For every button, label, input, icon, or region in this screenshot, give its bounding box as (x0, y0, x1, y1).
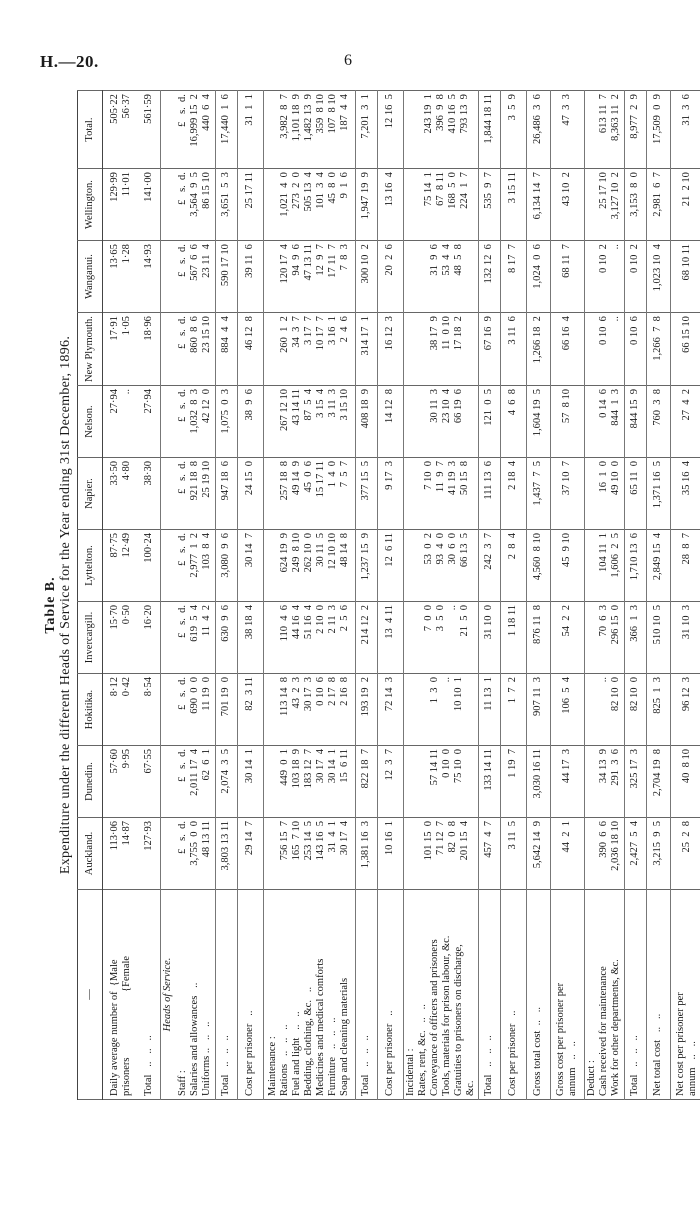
table-cell: 33·50 4·80 (103, 458, 139, 530)
table-cell: 13 16 4 (377, 169, 403, 241)
table-cell (161, 602, 176, 674)
table-cell: 505·22 56·37 (103, 91, 139, 169)
table-cell: 257 18 8 49 14 9 45 0 6 15 17 11 1 4 0 7 5 7 (263, 458, 355, 530)
row-label: Gross total cost .. .. (526, 890, 550, 1100)
table-cell: 1,710 13 6 (624, 530, 646, 602)
table-cell: £ s. d. 3,755 0 0 48 13 11 (175, 818, 215, 890)
table-cell: 3,080 9 6 (215, 530, 237, 602)
table-cell: 27·94 .. (103, 386, 139, 458)
table-cell: 884 4 4 (215, 313, 237, 386)
table-cell: 13·65 1·28 (103, 241, 139, 313)
table-cell: 844 15 9 (624, 386, 646, 458)
table-cell (161, 313, 176, 386)
table-cell: 57 8 10 (550, 386, 584, 458)
table-cell: 13 4 11 (377, 602, 403, 674)
table-cell: 25 2 8 (670, 818, 700, 890)
table-cell: 101 15 0 71 12 7 82 0 8 201 15 4 (403, 818, 478, 890)
column-header: Nelson. (78, 386, 103, 458)
table-cell: 1,604 19 5 (526, 386, 550, 458)
table-cell: 18·96 (139, 313, 161, 386)
table-cell: 87·75 12·49 (103, 530, 139, 602)
row-label: Total .. .. .. (624, 890, 646, 1100)
row-label: Staff : Salaries and allowances .. Uniforms .. .. .. (175, 890, 215, 1100)
table-cell: 40 8 10 (670, 746, 700, 818)
table-cell: 10 16 1 (377, 818, 403, 890)
table-row (377, 91, 403, 1100)
table-cell: 7 0 0 3 5 0 .. 21 5 0 (403, 602, 478, 674)
table-cell: 561·59 (139, 91, 161, 169)
column-header: Hokitika. (78, 674, 103, 746)
table-row (646, 91, 670, 1100)
table-cell: 30 11 3 23 10 4 66 19 6 (403, 386, 478, 458)
table-cell: 1,371 16 5 (646, 458, 670, 530)
table-cell: £ s. d. 921 18 8 25 19 10 (175, 458, 215, 530)
table-cell: 7,201 3 1 (355, 91, 377, 169)
table-cell: 65 11 0 (624, 458, 646, 530)
table-cell: £ s. d. 1,032 8 3 42 12 0 (175, 386, 215, 458)
table-cell: £ s. d. 3,564 9 5 86 15 10 (175, 169, 215, 241)
table-cell: 408 18 9 (355, 386, 377, 458)
table-cell: 17·91 1·05 (103, 313, 139, 386)
table-row (478, 91, 500, 1100)
table-cell: £ s. d. 567 6 6 23 11 4 (175, 241, 215, 313)
table-cell: £ s. d. 2,977 1 2 103 8 4 (175, 530, 215, 602)
table-cell: 27 4 2 (670, 386, 700, 458)
table-cell: 947 18 6 (215, 458, 237, 530)
table-cell: 44 17 3 (550, 746, 584, 818)
table-cell: 15·70 0·50 (103, 602, 139, 674)
table-cell: 72 14 3 (377, 674, 403, 746)
row-label: Incidental : Rates, rent, &c. .. .. Conveyance of officers and prisoners Tools, materials for prison labour, &c. Gratuities to prisoners on discharge, &c. (403, 890, 478, 1100)
table-cell: 613 11 7 8,363 11 2 (584, 91, 624, 169)
column-header: Auckland. (78, 818, 103, 890)
table-cell: 4,560 8 10 (526, 530, 550, 602)
table-cell (161, 674, 176, 746)
table-row (263, 91, 355, 1100)
table-cell: 457 4 7 (478, 818, 500, 890)
table-cell: 120 17 4 94 9 6 47 13 11 12 9 7 17 11 7 7 8 3 (263, 241, 355, 313)
table-cell: 267 12 10 43 14 11 87 5 4 3 15 4 3 11 3 3 15 10 (263, 386, 355, 458)
table-cell: 1,266 18 2 (526, 313, 550, 386)
row-label: Cost per prisoner .. (500, 890, 526, 1100)
table-cell: 1,437 7 5 (526, 458, 550, 530)
table-cell (161, 169, 176, 241)
table-cell: 30 14 7 (237, 530, 263, 602)
table-cell (161, 818, 176, 890)
table-cell: 38 17 9 11 0 10 17 18 2 (403, 313, 478, 386)
table-row (139, 91, 161, 1100)
table-cell: 31 9 6 53 4 4 48 5 8 (403, 241, 478, 313)
table-cell: 106 5 4 (550, 674, 584, 746)
table-cell: 0 14 6 844 1 3 (584, 386, 624, 458)
table-cell: 12 6 11 (377, 530, 403, 602)
table-cell: 390 6 6 2,036 18 10 (584, 818, 624, 890)
table-cell: 3,030 16 11 (526, 746, 550, 818)
table-cell: 366 1 3 (624, 602, 646, 674)
table-cell: 132 12 6 (478, 241, 500, 313)
table-cell: 0 10 2 .. (584, 241, 624, 313)
table-cell: 38·30 (139, 458, 161, 530)
table-cell: 0 10 6 .. (584, 313, 624, 386)
table-cell: 1,023 10 4 (646, 241, 670, 313)
row-label: Daily average number of {Male prisoners {Female (103, 890, 139, 1100)
table-cell: 47 3 3 (550, 91, 584, 169)
table-cell: 129·99 11·01 (103, 169, 139, 241)
table-row (624, 91, 646, 1100)
table-cell: 110 4 6 44 16 4 51 16 4 2 10 0 2 11 3 2 5 6 (263, 602, 355, 674)
table-cell: 46 12 8 (237, 313, 263, 386)
table-row (237, 91, 263, 1100)
table-cell: 28 8 7 (670, 530, 700, 602)
table-cell: 756 15 7 165 7 10 253 14 5 143 16 5 31 4 1 30 17 4 (263, 818, 355, 890)
table-cell: 624 19 9 249 8 10 262 10 0 30 11 5 12 10 10 48 14 8 (263, 530, 355, 602)
table-cell: 127·93 (139, 818, 161, 890)
table-cell: 1,844 18 11 (478, 91, 500, 169)
table-cell: 31 3 6 (670, 91, 700, 169)
table-cell: 8 17 7 (500, 241, 526, 313)
table-cell: 300 10 2 (355, 241, 377, 313)
table-cell: 21 2 10 (670, 169, 700, 241)
table-row (403, 91, 478, 1100)
table-cell: 16 12 3 (377, 313, 403, 386)
page-number: 6 (344, 52, 352, 69)
table-cell: 12 3 7 (377, 746, 403, 818)
table-cell: 510 10 5 (646, 602, 670, 674)
table-cell: 57·60 9·95 (103, 746, 139, 818)
table-cell: 16·20 (139, 602, 161, 674)
table-cell: 39 11 6 (237, 241, 263, 313)
table-cell: 1 19 7 (500, 746, 526, 818)
table-cell: 314 17 1 (355, 313, 377, 386)
table-cell: 2 8 4 (500, 530, 526, 602)
table-cell: 29 14 7 (237, 818, 263, 890)
table-cell: 876 11 8 (526, 602, 550, 674)
table-cell: 25 17 10 3,127 10 2 (584, 169, 624, 241)
table-cell: 2,704 19 8 (646, 746, 670, 818)
table-cell: 96 12 3 (670, 674, 700, 746)
table-cell: 113 14 8 43 2 3 30 17 3 0 10 6 2 17 8 2 16 8 (263, 674, 355, 746)
table-cell: 35 16 4 (670, 458, 700, 530)
table-header-row (78, 91, 103, 1100)
table-cell (161, 746, 176, 818)
table-row (670, 91, 700, 1100)
table-cell: 1,021 4 0 273 2 0 505 13 4 101 3 4 45 8 0 9 1 6 (263, 169, 355, 241)
table-cell: 75 14 1 67 8 11 168 5 0 224 1 7 (403, 169, 478, 241)
column-header: Lyttelton. (78, 530, 103, 602)
table-cell: 630 9 6 (215, 602, 237, 674)
table-row (584, 91, 624, 1100)
row-label: Deduct : Cash received for maintenance Work for other departments, &c. (584, 890, 624, 1100)
table-cell: 53 0 2 93 4 0 30 6 0 66 13 5 (403, 530, 478, 602)
expenditure-table (77, 90, 700, 1100)
table-cell: 8,977 2 9 (624, 91, 646, 169)
table-cell: 825 1 3 (646, 674, 670, 746)
table-cell: 1,237 15 9 (355, 530, 377, 602)
column-header: Dunedin. (78, 746, 103, 818)
table-row (215, 91, 237, 1100)
table-cell: 54 2 2 (550, 602, 584, 674)
table-cell: 8·54 (139, 674, 161, 746)
table-cell: 6,134 14 7 (526, 169, 550, 241)
table-cell: 3,215 9 5 (646, 818, 670, 890)
table-cell: 14·93 (139, 241, 161, 313)
table-body (103, 91, 700, 1100)
table-cell: .. 82 10 0 (584, 674, 624, 746)
table-cell: 3 15 11 (500, 169, 526, 241)
table-cell: 1,381 16 3 (355, 818, 377, 890)
table-row (103, 91, 139, 1100)
column-header: Wanganui. (78, 241, 103, 313)
row-label: Total .. .. .. (215, 890, 237, 1100)
table-cell: 38 18 4 (237, 602, 263, 674)
table-cell: 0 10 6 (624, 313, 646, 386)
table-cell: £ s. d. 16,999 15 2 440 6 4 (175, 91, 215, 169)
table-cell: 3,803 13 11 (215, 818, 237, 890)
table-cell: 111 13 6 (478, 458, 500, 530)
table-cell: 0 10 2 (624, 241, 646, 313)
table-cell: £ s. d. 2,011 17 4 62 6 1 (175, 746, 215, 818)
table-cell: 68 10 11 (670, 241, 700, 313)
table-row (175, 91, 215, 1100)
table-cell: 31 1 1 (237, 91, 263, 169)
table-cell: 3,651 5 3 (215, 169, 237, 241)
table-cell: 2 18 4 (500, 458, 526, 530)
table-cell: 100·24 (139, 530, 161, 602)
row-label: Net cost per prisoner per annum .. .. (670, 890, 700, 1100)
table-cell: £ s. d. 860 8 6 23 15 10 (175, 313, 215, 386)
table-cell: 30 14 1 (237, 746, 263, 818)
table-row (526, 91, 550, 1100)
table-cell: 243 19 1 396 9 8 410 16 5 793 13 9 (403, 91, 478, 169)
table-cell: 377 15 5 (355, 458, 377, 530)
table-cell: 325 17 3 (624, 746, 646, 818)
table-cell: 1,075 0 3 (215, 386, 237, 458)
column-header: New Plymouth. (78, 313, 103, 386)
table-cell: 66 16 4 (550, 313, 584, 386)
table-cell: 1 3 0 .. 10 10 1 (403, 674, 478, 746)
row-label: Cost per prisoner .. (377, 890, 403, 1100)
table-cell: 1 18 11 (500, 602, 526, 674)
table-cell: 44 2 1 (550, 818, 584, 890)
table-row (500, 91, 526, 1100)
table-cell: 37 10 7 (550, 458, 584, 530)
table-cell: 1,266 7 8 (646, 313, 670, 386)
row-label: Total .. .. .. (478, 890, 500, 1100)
table-cell: 16 1 0 49 10 0 (584, 458, 624, 530)
table-cell: 2,849 15 4 (646, 530, 670, 602)
row-label: Heads of Service. (161, 890, 176, 1100)
table-cell: 214 12 2 (355, 602, 377, 674)
table-cell: 4 6 8 (500, 386, 526, 458)
table-cell: 242 3 7 (478, 530, 500, 602)
table-cell: 133 14 11 (478, 746, 500, 818)
table-cell: 3 5 9 (500, 91, 526, 169)
table-cell: 113·06 14·87 (103, 818, 139, 890)
table-cell: 27·94 (139, 386, 161, 458)
table-cell: 70 6 3 296 15 0 (584, 602, 624, 674)
table-cell: 822 18 7 (355, 746, 377, 818)
table-cell: 2,981 6 7 (646, 169, 670, 241)
table-row (355, 91, 377, 1100)
table-cell: 66 15 10 (670, 313, 700, 386)
table-cell: 82 10 0 (624, 674, 646, 746)
table-cell: 1,024 0 6 (526, 241, 550, 313)
table-cell: 25 17 11 (237, 169, 263, 241)
row-label: Total .. .. .. (355, 890, 377, 1100)
table-cell: 7 10 0 11 9 7 41 19 3 50 15 8 (403, 458, 478, 530)
table-cell: 590 17 10 (215, 241, 237, 313)
table-cell: 193 19 2 (355, 674, 377, 746)
row-label: Gross cost per prisoner per annum .. .. (550, 890, 584, 1100)
table-cell: 141·00 (139, 169, 161, 241)
table-cell (161, 458, 176, 530)
row-label: Cost per prisoner .. (237, 890, 263, 1100)
table-cell: 2,074 3 5 (215, 746, 237, 818)
table-cell: £ s. d. 619 5 4 11 4 2 (175, 602, 215, 674)
table-cell: 34 13 9 291 3 6 (584, 746, 624, 818)
table-cell: 449 0 1 103 18 9 183 12 7 30 17 4 30 14 1 15 6 11 (263, 746, 355, 818)
table-cell: 3,153 8 0 (624, 169, 646, 241)
column-header: Total. (78, 91, 103, 169)
table-cell: 82 3 11 (237, 674, 263, 746)
table-title: Table B. (43, 576, 58, 634)
table-cell: 3 11 5 (500, 818, 526, 890)
table-row (550, 91, 584, 1100)
table-cell: 67·55 (139, 746, 161, 818)
column-header-label: — (78, 890, 103, 1100)
table-cell: 104 11 1 1,606 2 5 (584, 530, 624, 602)
table-cell (161, 91, 176, 169)
page-header-ref: H.—20. (40, 52, 99, 71)
table-cell: 9 17 3 (377, 458, 403, 530)
table-cell: 31 10 3 (670, 602, 700, 674)
table-cell: 701 19 0 (215, 674, 237, 746)
table-cell (161, 530, 176, 602)
table-cell: 907 11 3 (526, 674, 550, 746)
table-cell: 26,486 3 6 (526, 91, 550, 169)
row-label: Total .. .. .. (139, 890, 161, 1100)
table-cell: 67 16 9 (478, 313, 500, 386)
table-cell: 1,947 19 9 (355, 169, 377, 241)
table-cell: 5,642 14 9 (526, 818, 550, 890)
table-cell: 68 11 7 (550, 241, 584, 313)
table-cell (161, 386, 176, 458)
table-cell: 31 10 0 (478, 602, 500, 674)
table-cell: £ s. d. 690 0 0 11 19 0 (175, 674, 215, 746)
table-cell (161, 241, 176, 313)
table-cell: 38 9 6 (237, 386, 263, 458)
table-cell: 14 12 8 (377, 386, 403, 458)
table-cell: 3 11 6 (500, 313, 526, 386)
table-cell: 12 16 5 (377, 91, 403, 169)
table-cell: 20 2 6 (377, 241, 403, 313)
table-cell: 260 1 2 34 3 7 3 17 7 10 17 7 3 16 1 2 4 6 (263, 313, 355, 386)
table-cell: 11 13 1 (478, 674, 500, 746)
table-row (161, 91, 176, 1100)
table-caption: Expenditure under the different Heads of Service for the Year ending 31st December, 1896. (58, 335, 73, 875)
table-cell: 535 9 7 (478, 169, 500, 241)
table-cell: 43 10 2 (550, 169, 584, 241)
table-cell: 1 7 2 (500, 674, 526, 746)
column-header: Napier. (78, 458, 103, 530)
table-cell: 45 9 10 (550, 530, 584, 602)
table-cell: 57 14 11 0 10 0 75 10 0 (403, 746, 478, 818)
column-header: Invercargill. (78, 602, 103, 674)
row-label: Net total cost .. .. (646, 890, 670, 1100)
table-cell: 17,509 0 9 (646, 91, 670, 169)
row-label: Maintenance : Rations .. .. .. Fuel and light .. .. Bedding, clothing, &c. .. Medicines and medical comforts Furniture .. .. .. Soap and cleaning materials (263, 890, 355, 1100)
column-header: Wellington. (78, 169, 103, 241)
table-cell: 24 15 0 (237, 458, 263, 530)
table-cell: 8·12 0·42 (103, 674, 139, 746)
table-cell: 3,982 8 7 1,101 18 9 1,482 13 9 359 8 10 107 8 10 187 4 4 (263, 91, 355, 169)
table-cell: 121 0 5 (478, 386, 500, 458)
table-cell: 760 3 8 (646, 386, 670, 458)
table-cell: 2,427 5 4 (624, 818, 646, 890)
table-cell: 17,440 1 6 (215, 91, 237, 169)
